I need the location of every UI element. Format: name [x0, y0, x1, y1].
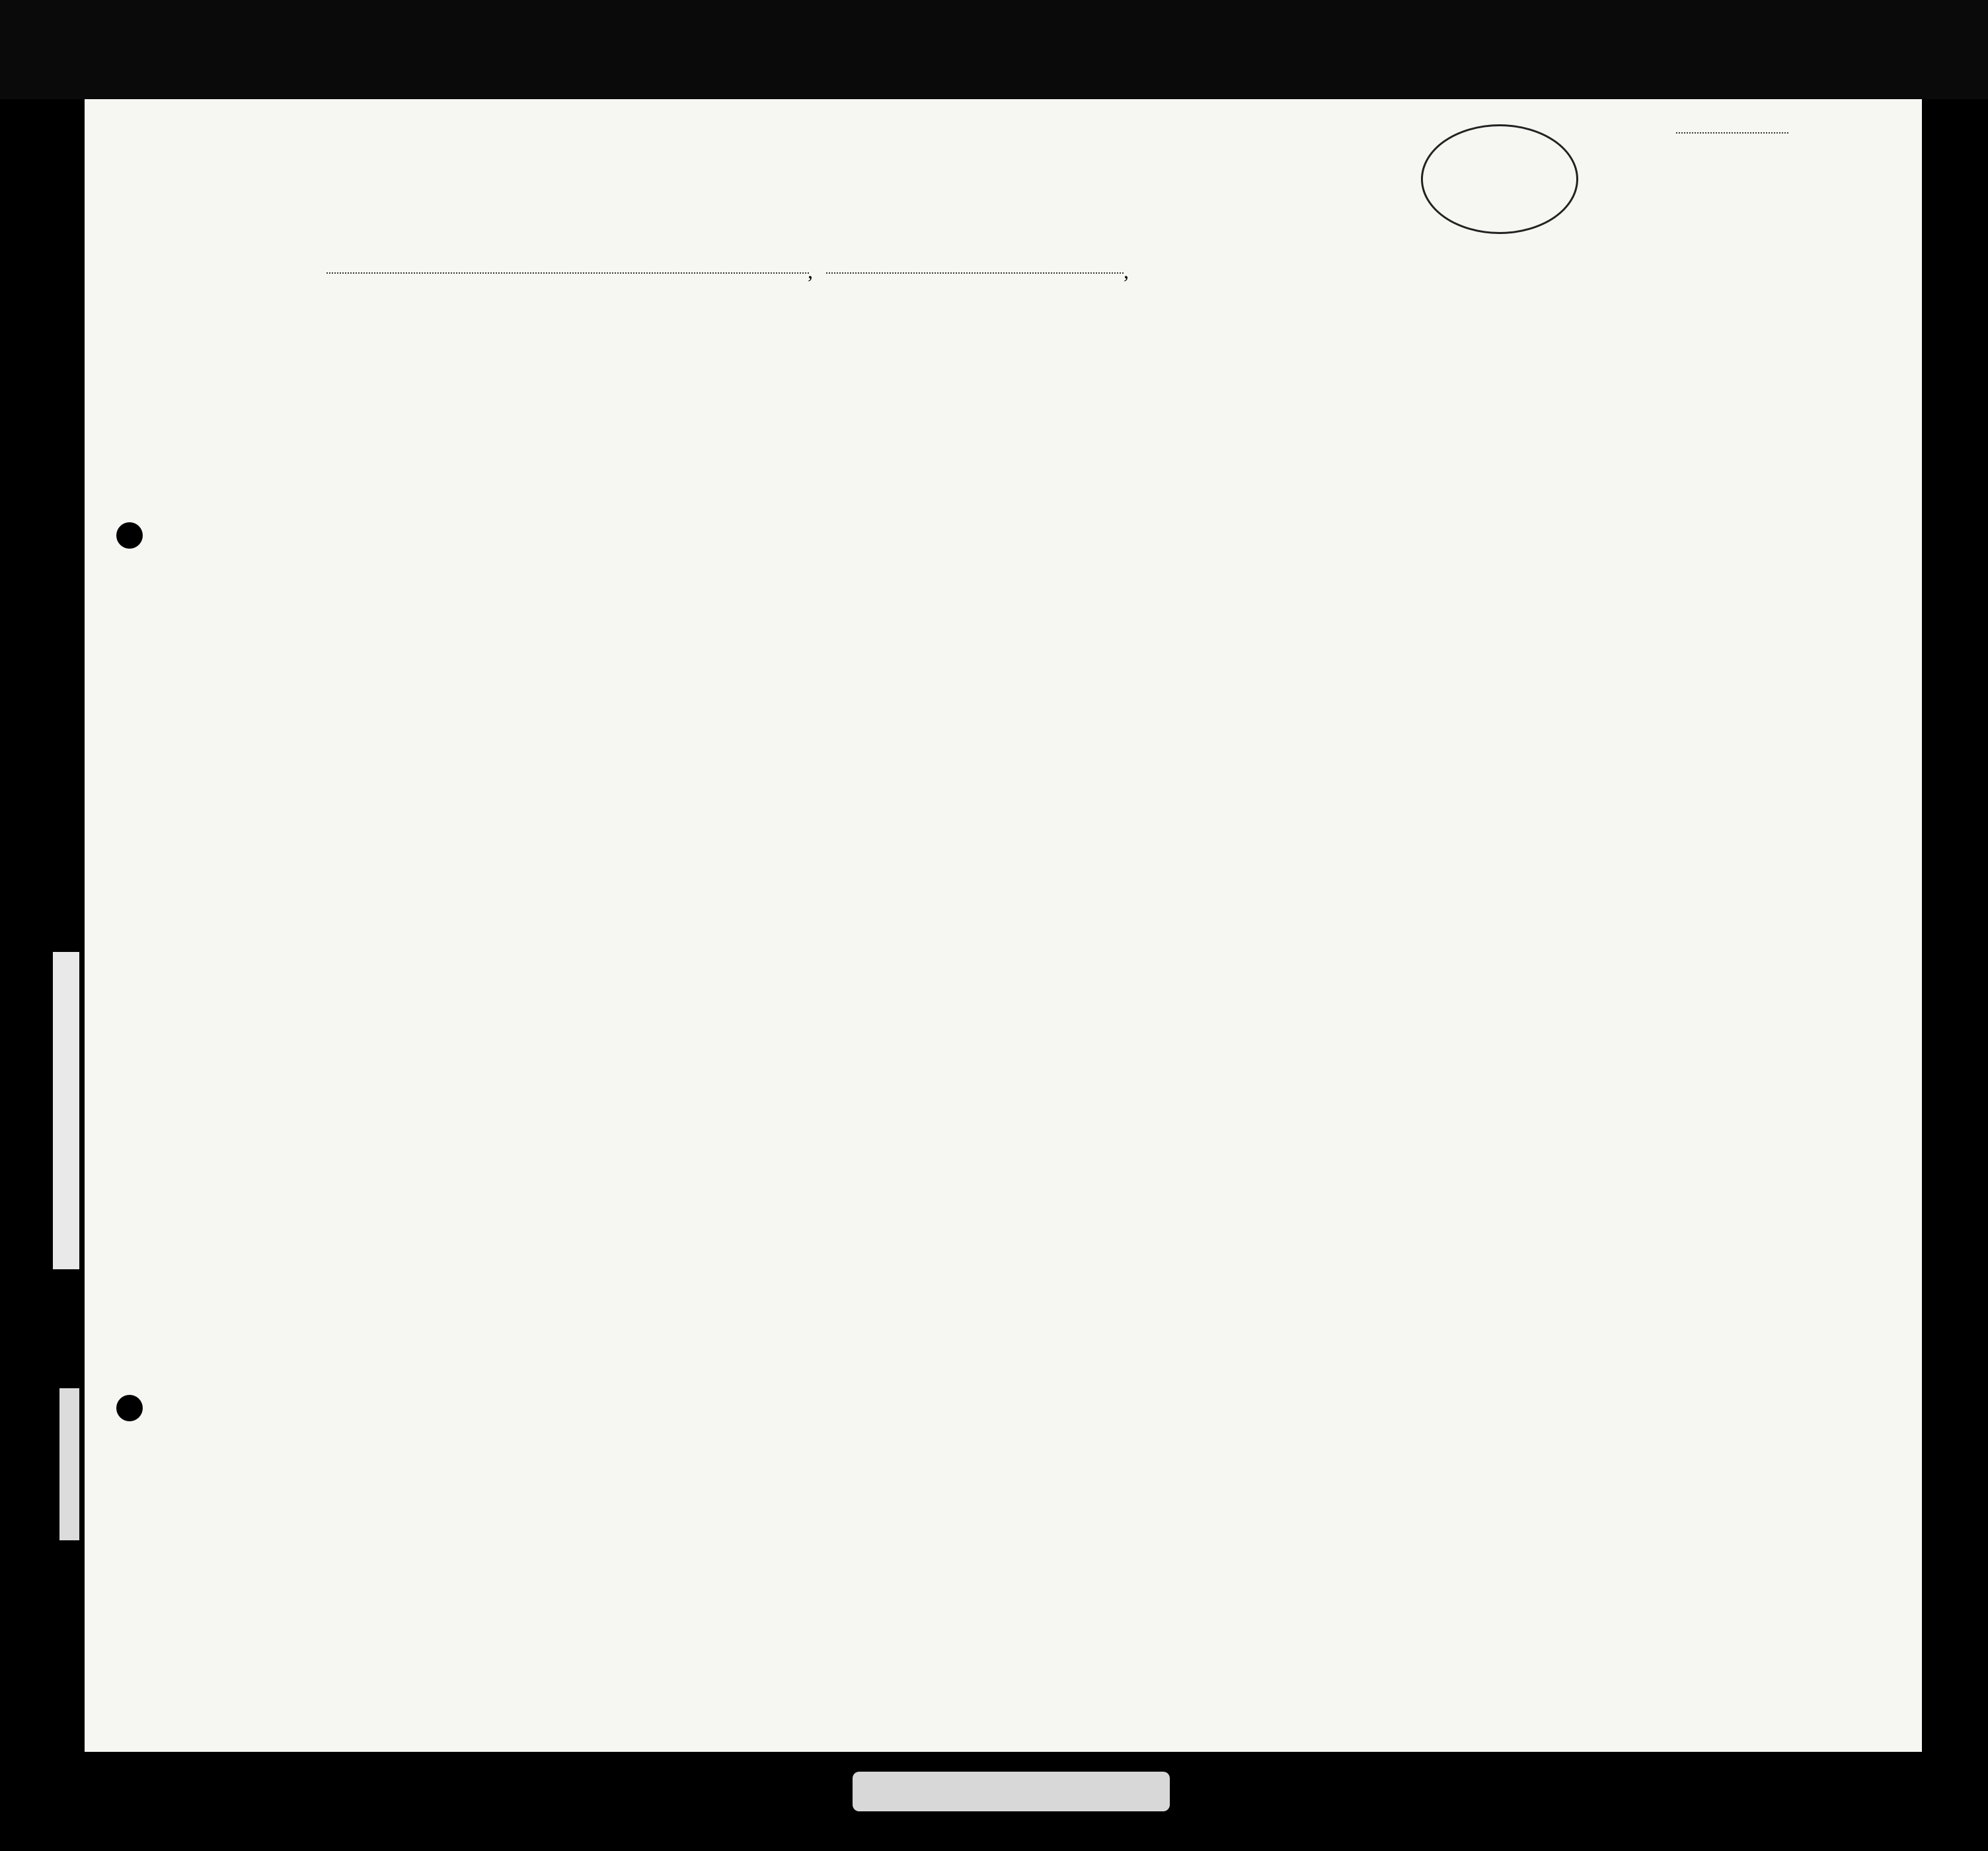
header-c24c	[1172, 346, 1196, 465]
header-c31	[1406, 333, 1422, 459]
header-c25	[1208, 333, 1235, 459]
header-c19	[543, 335, 558, 453]
comma-mark: ,	[808, 259, 813, 283]
header-c30	[1387, 333, 1402, 459]
header-c24b	[1141, 346, 1165, 465]
header-c29	[1348, 333, 1388, 459]
comma-mark: ,	[1124, 259, 1129, 283]
header-c34-feet	[1548, 410, 1561, 450]
header-c28	[1295, 333, 1342, 459]
header-c26	[1248, 333, 1261, 459]
header-c34-inches	[1570, 397, 1584, 450]
header-c27	[1272, 333, 1285, 459]
header-c21	[670, 335, 685, 453]
header-c24a	[1110, 346, 1134, 465]
